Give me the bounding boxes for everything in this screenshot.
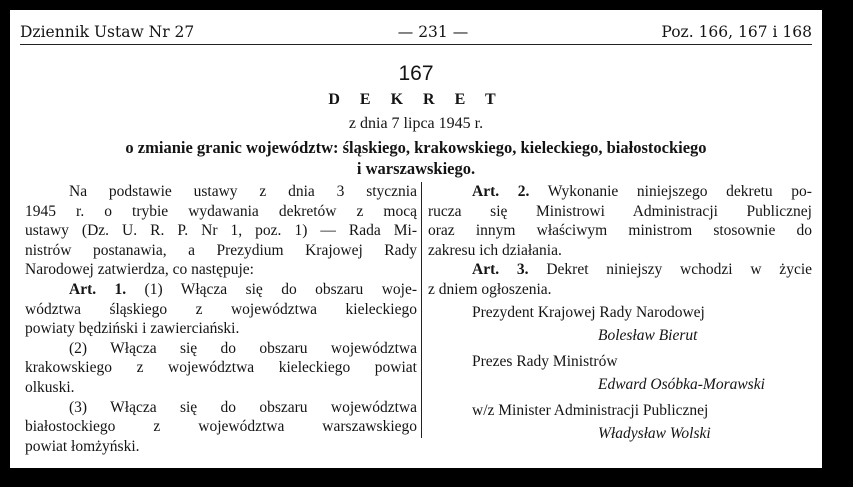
right-column — [428, 182, 812, 300]
journal-title: Dziennik Ustaw Nr 27 — [20, 23, 195, 41]
text-line: z dniem ogłoszenia. — [428, 280, 552, 298]
position-numbers: Poz. 166, 167 i 168 — [661, 23, 812, 41]
text-line: powiat łomżyński. — [25, 437, 140, 455]
text-line: olkuski. — [25, 378, 75, 396]
text-line: (2) Włącza się do obszaru województwa — [69, 339, 417, 357]
text-line — [428, 182, 812, 202]
act-number: 167 — [398, 62, 434, 85]
text-line — [428, 260, 812, 280]
signature-office-minister: w/z Minister Administracji Publicznej — [472, 402, 709, 419]
signature-office-president: Prezydent Krajowej Rady Narodowej — [472, 304, 705, 321]
signature-name-minister: Władysław Wolski — [598, 425, 711, 442]
text-line: (3) Włącza się do obszaru województwa — [69, 398, 417, 416]
text-line: nistrów postanawia, a Prezydium Krajowej Rady — [25, 241, 417, 259]
text-line: wództwa śląskiego z województwa kieleckiego — [25, 300, 417, 318]
running-header — [20, 22, 812, 46]
text-line: Narodowej zatwierdza, co następuje: — [25, 261, 254, 279]
decree-label: D E K R E T — [328, 91, 504, 108]
text-line: powiaty będziński i zawierciański. — [25, 320, 240, 338]
article-1 — [25, 280, 417, 339]
decree-date: z dnia 7 lipca 1945 r. — [348, 115, 484, 132]
article-label: Art. 2. — [472, 183, 530, 200]
header-rule — [20, 44, 812, 45]
signature-name-prime-minister: Edward Osóbka-Morawski — [598, 376, 765, 393]
text-line: białostockiego z województwa warszawskiego — [25, 418, 417, 436]
article-text: (1) Włącza się do obszaru woje- — [144, 280, 417, 298]
page-number: — 231 — — [397, 23, 469, 41]
article-2 — [428, 182, 812, 260]
text-line: ustawy (Dz. U. R. P. Nr 1, poz. 1) — Rada Mi- — [25, 222, 417, 240]
article-1-paragraph-3 — [25, 398, 417, 457]
gazette-page — [10, 10, 822, 468]
article-label: Art. 1. — [69, 280, 127, 298]
text-line — [25, 280, 417, 300]
article-1-paragraph-2 — [25, 339, 417, 398]
decree-title — [10, 137, 822, 179]
article-3 — [428, 260, 812, 299]
left-column — [25, 182, 417, 456]
decree-title-line: i warszawskiego. — [356, 159, 476, 178]
text-line: oraz innym właściwym ministrom stosownie do — [428, 222, 812, 240]
decree-title-line: o zmianie granic województw: śląskiego, krakowskiego, kieleckiego, białostockiego — [125, 138, 707, 157]
text-line: rucza się Ministrowi Administracji Publicznej — [428, 202, 812, 220]
article-text: Wykonanie niniejszego dekretu po- — [547, 183, 812, 200]
text-line: zakresu ich działania. — [428, 241, 562, 259]
column-divider — [421, 182, 422, 438]
preamble — [25, 182, 417, 280]
text-line: 1945 r. o trybie wydawania dekretów z mocą — [25, 202, 417, 220]
signature-name-president: Bolesław Bierut — [598, 327, 698, 344]
text-line: Na podstawie ustawy z dnia 3 stycznia — [69, 183, 417, 200]
text-line: krakowskiego z województwa kieleckiego powiat — [25, 359, 417, 377]
article-text: Dekret niniejszy wchodzi w życie — [546, 261, 812, 279]
signature-office-prime-minister: Prezes Rady Ministrów — [472, 353, 618, 370]
article-label: Art. 3. — [472, 261, 529, 279]
